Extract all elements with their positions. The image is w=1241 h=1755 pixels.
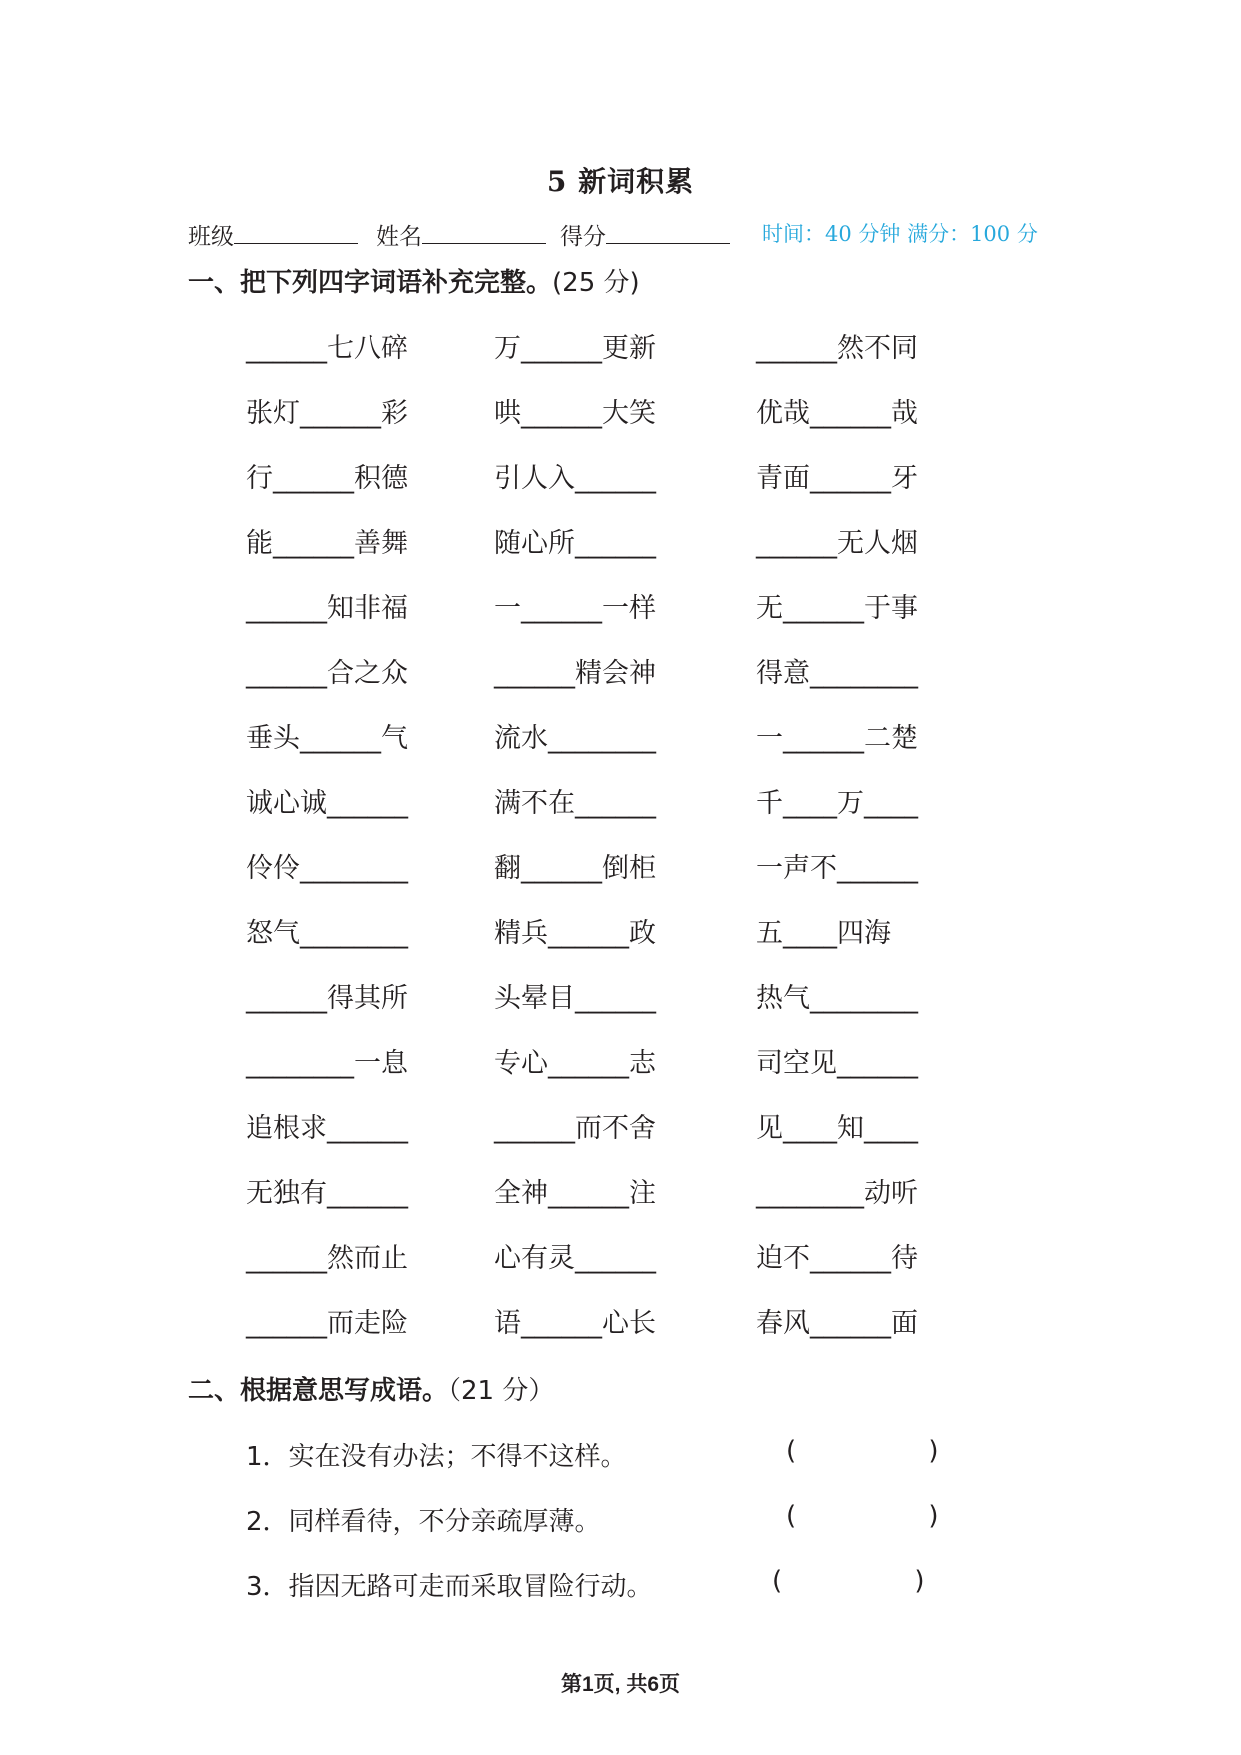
idiom-row — [246, 1098, 986, 1163]
idiom-row — [246, 643, 986, 708]
idiom-row — [246, 708, 986, 773]
idiom-item[interactable]: ________动听 — [756, 1178, 918, 1209]
idiom-row — [246, 903, 986, 968]
section-1-score: (25 分) — [552, 268, 640, 298]
idiom-item[interactable]: 得意________ — [756, 658, 918, 689]
score-field — [560, 218, 730, 251]
idiom-item[interactable]: 追根求______ — [246, 1113, 408, 1144]
idiom-item[interactable]: 优哉______哉 — [756, 398, 918, 429]
idiom-item[interactable]: 一声不______ — [756, 853, 918, 884]
answer-parentheses[interactable]: ( ) — [786, 1436, 939, 1466]
idiom-item[interactable]: 张灯______彩 — [246, 398, 408, 429]
class-field — [188, 218, 358, 251]
section-1-title — [188, 262, 640, 299]
time-info: 时间：40 分钟 满分：100 分 — [762, 222, 1038, 246]
idiom-item[interactable]: ______得其所 — [246, 983, 408, 1014]
idiom-item[interactable]: ______而不舍 — [494, 1113, 656, 1144]
idiom-item[interactable]: ______知非福 — [246, 593, 408, 624]
student-info-row — [188, 218, 1068, 250]
idiom-item[interactable]: 行______积德 — [246, 463, 408, 494]
idiom-item[interactable]: 全神______注 — [494, 1178, 656, 1209]
idiom-row — [246, 1163, 986, 1228]
idiom-item[interactable]: ______无人烟 — [756, 528, 918, 559]
idiom-row — [246, 448, 986, 513]
idiom-item[interactable]: 无独有______ — [246, 1178, 408, 1209]
idiom-item[interactable]: 一______一样 — [494, 593, 656, 624]
idiom-item[interactable]: 春风______面 — [756, 1308, 918, 1339]
section-2-score: （21 分） — [448, 1376, 555, 1406]
idiom-item[interactable]: 引人入______ — [494, 463, 656, 494]
idiom-item[interactable]: 热气________ — [756, 983, 918, 1014]
name-blank[interactable] — [422, 221, 546, 244]
idiom-item[interactable]: 垂头______气 — [246, 723, 408, 754]
idiom-row — [246, 513, 986, 578]
idiom-item[interactable]: 能______善舞 — [246, 528, 408, 559]
idiom-item[interactable]: 怒气________ — [246, 918, 408, 949]
page-title: 5 新词积累 — [546, 165, 695, 198]
page-footer: 第1页, 共6页 — [560, 1673, 681, 1696]
idiom-item[interactable]: 千____万____ — [756, 788, 918, 819]
idiom-item[interactable]: 心有灵______ — [494, 1243, 656, 1274]
idiom-item[interactable]: ______精会神 — [494, 658, 656, 689]
section-2-title — [188, 1370, 554, 1407]
idiom-row — [246, 1228, 986, 1293]
idiom-row — [246, 1293, 986, 1358]
idiom-item[interactable]: 随心所______ — [494, 528, 656, 559]
question-item — [246, 1428, 1066, 1493]
idiom-row — [246, 1033, 986, 1098]
answer-parentheses[interactable]: ( ) — [772, 1566, 925, 1596]
idiom-row — [246, 838, 986, 903]
idiom-item[interactable]: 青面______牙 — [756, 463, 918, 494]
idiom-row — [246, 318, 986, 383]
question-text: 3．指因无路可走而采取冒险行动。 — [246, 1572, 653, 1602]
idiom-item[interactable]: 翻______倒柜 — [494, 853, 656, 884]
class-blank[interactable] — [234, 221, 358, 244]
idiom-item[interactable]: ______然而止 — [246, 1243, 408, 1274]
idiom-item[interactable]: 一______二楚 — [756, 723, 918, 754]
answer-parentheses[interactable]: ( ) — [786, 1501, 939, 1531]
idiom-item[interactable]: 司空见______ — [756, 1048, 918, 1079]
idiom-item[interactable]: ______七八碎 — [246, 333, 408, 364]
idiom-item[interactable]: ______而走险 — [246, 1308, 408, 1339]
question-item — [246, 1558, 1066, 1623]
idiom-item[interactable]: 诚心诚______ — [246, 788, 408, 819]
idiom-item[interactable]: 满不在______ — [494, 788, 656, 819]
idiom-row — [246, 383, 986, 448]
idiom-item[interactable]: 头晕目______ — [494, 983, 656, 1014]
idiom-grid — [246, 318, 986, 1358]
idiom-item[interactable]: ________一息 — [246, 1048, 408, 1079]
section-1-heading: 一、把下列四字词语补充完整。 — [188, 268, 553, 298]
question-text: 2．同样看待，不分亲疏厚薄。 — [246, 1507, 601, 1537]
idiom-item[interactable]: 专心______志 — [494, 1048, 656, 1079]
score-blank[interactable] — [606, 221, 730, 244]
idiom-row — [246, 578, 986, 643]
section-2-heading: 二、根据意思写成语。 — [188, 1376, 449, 1406]
question-text: 1．实在没有办法；不得不这样。 — [246, 1442, 627, 1472]
idiom-item[interactable]: 见____知____ — [756, 1113, 918, 1144]
idiom-item[interactable]: 无______于事 — [756, 593, 918, 624]
class-label: 班级 — [188, 224, 234, 250]
idiom-row — [246, 968, 986, 1033]
idiom-item[interactable]: 语______心长 — [494, 1308, 656, 1339]
idiom-item[interactable]: 流水________ — [494, 723, 656, 754]
idiom-row — [246, 773, 986, 838]
name-field — [376, 218, 546, 251]
idiom-item[interactable]: ______然不同 — [756, 333, 918, 364]
idiom-item[interactable]: 哄______大笑 — [494, 398, 656, 429]
idiom-item[interactable]: ______合之众 — [246, 658, 408, 689]
name-label: 姓名 — [376, 224, 422, 250]
idiom-item[interactable]: 迫不______待 — [756, 1243, 918, 1274]
idiom-item[interactable]: 五____四海 — [756, 918, 891, 949]
question-list — [246, 1428, 1066, 1623]
idiom-item[interactable]: 万______更新 — [494, 333, 656, 364]
idiom-item[interactable]: 伶伶________ — [246, 853, 408, 884]
idiom-item[interactable]: 精兵______政 — [494, 918, 656, 949]
score-label: 得分 — [560, 224, 606, 250]
question-item — [246, 1493, 1066, 1558]
